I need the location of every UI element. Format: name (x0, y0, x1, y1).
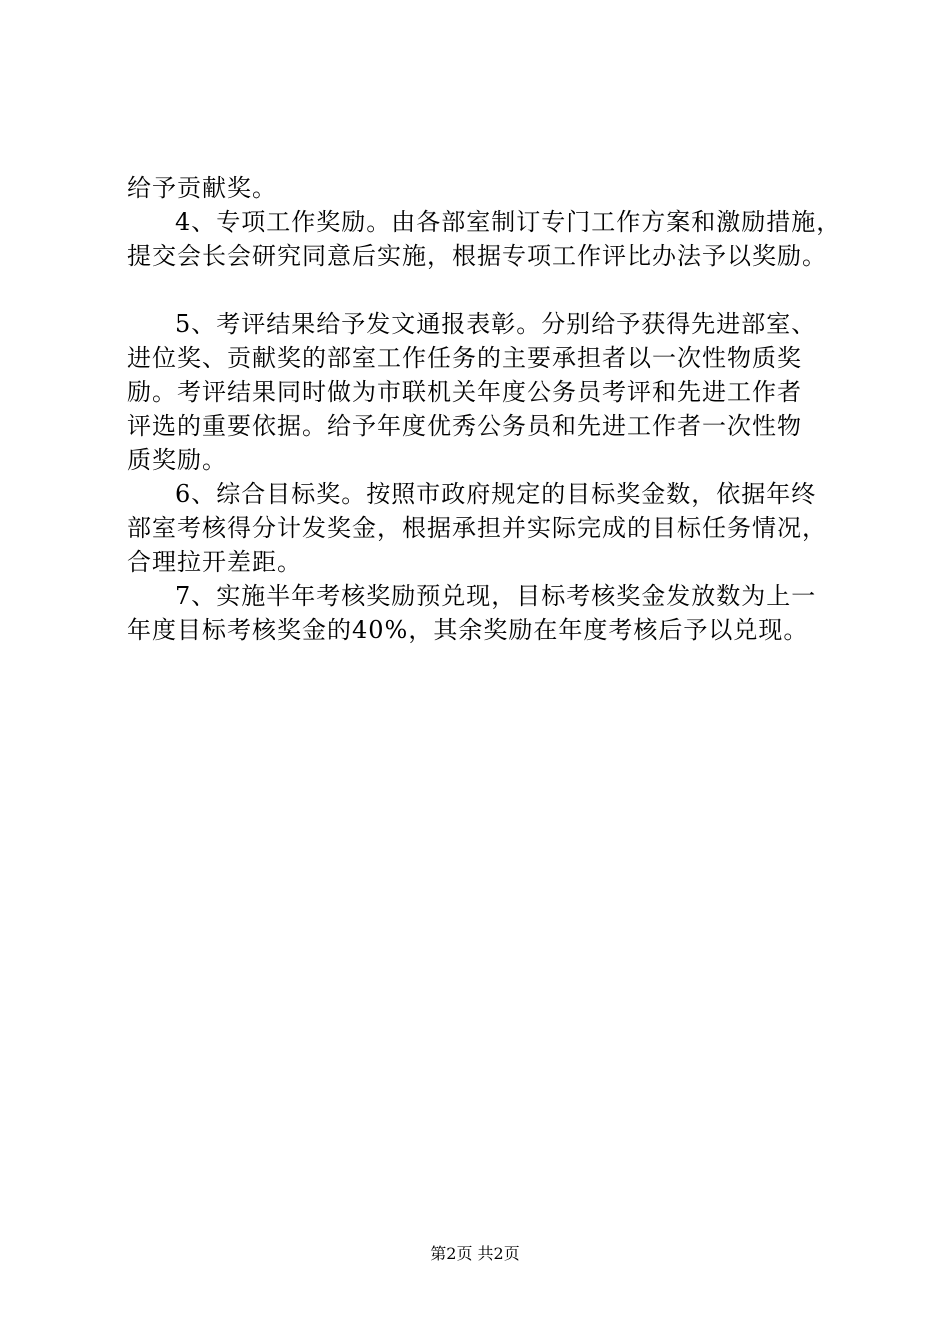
page-number-footer: 第2页 共2页 (430, 1244, 520, 1263)
paragraph-line: 年度目标考核奖金的40%，其余奖励在年度考核后予以兑现。 (127, 616, 809, 644)
paragraph-line: 给予贡献奖。 (127, 174, 277, 202)
document-body (127, 171, 857, 647)
paragraph-line: 进位奖、贡献奖的部室工作任务的主要承担者以一次性物质奖 (127, 344, 802, 372)
paragraph-line: 提交会长会研究同意后实施，根据专项工作评比办法予以奖励。 (127, 242, 827, 270)
paragraph-line: 5、考评结果给予发文通报表彰。分别给予获得先进部室、 (175, 310, 817, 338)
paragraph-line: 评选的重要依据。给予年度优秀公务员和先进工作者一次性物 (127, 412, 802, 440)
paragraph-spacer (127, 273, 857, 307)
paragraph-line: 7、实施半年考核奖励预兑现，目标考核奖金发放数为上一 (175, 582, 817, 610)
paragraph-line: 4、专项工作奖励。由各部室制订专门工作方案和激励措施， (175, 208, 842, 236)
paragraph-line: 部室考核得分计发奖金，根据承担并实际完成的目标任务情况， (127, 514, 827, 542)
paragraph-line: 合理拉开差距。 (127, 548, 302, 576)
paragraph-line: 6、综合目标奖。按照市政府规定的目标奖金数，依据年终 (175, 480, 817, 508)
paragraph-line: 励。考评结果同时做为市联机关年度公务员考评和先进工作者 (127, 378, 802, 406)
paragraph-line: 质奖励。 (127, 446, 227, 474)
